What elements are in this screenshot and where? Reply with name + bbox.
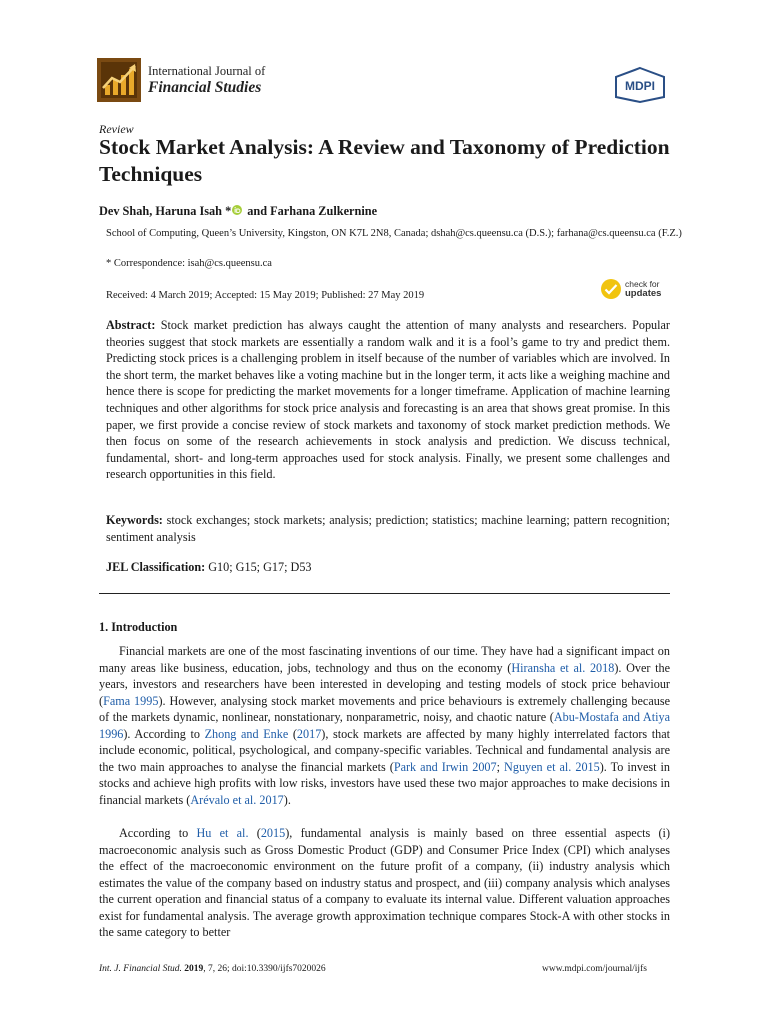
journal-logo — [97, 58, 141, 102]
article-title: Stock Market Analysis: A Review and Taxonomy of Prediction Techniques — [99, 135, 670, 186]
citation-link[interactable]: Abu-Mostafa and Atiya 1996 — [99, 710, 670, 741]
citation-link[interactable]: Fama 1995 — [103, 693, 159, 708]
p1-text-1: Financial markets are one of the most fascinating inventions of our time. They have had a significant impact on many areas like business, education, jobs, technology and thus on the economy ( — [99, 644, 670, 675]
journal-name — [148, 64, 265, 98]
citation-link[interactable]: Arévalo et al. 2017 — [190, 792, 284, 807]
authors-part2: and Farhana Zulkernine — [247, 204, 378, 218]
p1-text-5: ( — [288, 726, 297, 741]
p2-text-1: According to — [119, 826, 197, 840]
footer-journal: Int. J. Financial Stud. — [99, 964, 182, 974]
citation-link[interactable]: 2015 — [260, 826, 286, 840]
mdpi-logo-text: MDPI — [625, 79, 655, 93]
section-heading: 1. Introduction — [99, 620, 178, 634]
abstract-text: Stock market prediction has always caught the attention of many analysts and researchers. Popular theories suggest that stock markets are essentially a random walk and it is a fool’s game to try and predict them. Predicting stock prices is a challenging problem in itself because of the number of variables which are involved. In the short term, the market behaves like a voting machine but in the longer term, it acts like a weighing machine and hence there is scope for predicting the market movements for a longer timeframe. Application of machine learning techniques and other algorithms for stock price analysis and forecasting is an area that shows great promise. In this paper, we first provide a concise review of stock markets and taxonomy of stock market prediction methods. We then focus on some of the research achievements in stock analysis and prediction. We discuss technical, fundamental, short- and long-term approaches used for stock analysis. Finally, we present some challenges and research opportunities in this field. — [106, 318, 670, 482]
publication-dates: Received: 4 March 2019; Accepted: 15 May 2019; Published: 27 May 2019 — [106, 290, 425, 301]
p1-text-8: ). To invest in stocks and achieve high profits with low risks, investors have used these two major approaches to make decisions in financial markets ( — [99, 759, 670, 807]
footer-citation — [99, 964, 326, 974]
jel-classification — [106, 559, 670, 576]
p1-text-9: ). — [283, 792, 291, 807]
citation-link[interactable]: 2017 — [296, 726, 322, 741]
section-divider — [99, 593, 670, 594]
citation-link[interactable]: Park and Irwin 2007 — [393, 759, 497, 774]
keywords-text: stock exchanges; stock markets; analysis; prediction; statistics; machine learning; pattern recognition; sentiment analysis — [106, 513, 670, 544]
citation-link[interactable]: Hiransha et al. 2018 — [511, 660, 615, 675]
authors-part1: Dev Shah, Haruna Isah * — [99, 204, 232, 218]
p2-text-2: ( — [248, 826, 261, 840]
citation-link[interactable]: Hu et al. — [196, 826, 249, 840]
journal-name-line2: Financial Studies — [148, 79, 262, 96]
jel-label: JEL Classification: — [106, 560, 206, 574]
p1-text-2: ). Over the years, investors and researchers have been interested in developing and testing models of stock price behaviour ( — [99, 660, 671, 708]
check-updates-line2: updates — [625, 288, 662, 299]
p1-text-6: ), stock markets are affected by many highly interrelated factors that include economic, political, psychological, and company-specific variables. Technical and fundamental analysis are the two main approaches to analyse the financial markets ( — [99, 726, 671, 774]
p1-text-3: ). However, analysing stock market movements and price behaviours is extremely challenging because of the markets dynamic, nonlinear, nonstationary, nonparametric, noisy, and chaotic nature ( — [99, 693, 670, 725]
citation-link[interactable]: Zhong and Enke — [204, 726, 289, 741]
p1-text-7: ; — [496, 759, 505, 774]
citation-link[interactable]: Nguyen et al. 2015 — [504, 759, 600, 774]
intro-paragraph-2 — [99, 825, 670, 941]
check-for-updates-badge[interactable] — [600, 278, 661, 300]
correspondence: * Correspondence: isah@cs.queensu.ca — [106, 258, 272, 269]
affiliation: School of Computing, Queen’s University, Kingston, ON K7L 2N8, Canada; dshah@cs.queensu.ca (D.S.); farhana@cs.queensu.ca (F.Z.) — [106, 228, 682, 239]
jel-text: G10; G15; G17; D53 — [208, 560, 312, 574]
keywords — [106, 512, 670, 545]
footer-citation-rest: , 7, 26; doi:10.3390/ijfs7020026 — [203, 964, 326, 974]
mdpi-logo — [611, 66, 669, 104]
journal-name-line1: International Journal of — [148, 64, 266, 78]
check-updates-line1: check for — [625, 278, 660, 289]
p1-text-4: ). According to — [123, 726, 205, 741]
check-updates-icon — [600, 278, 622, 300]
abstract-label: Abstract: — [106, 318, 156, 332]
keywords-label: Keywords: — [106, 513, 163, 527]
article-type: Review — [99, 122, 134, 136]
footer-year: 2019 — [184, 964, 204, 974]
orcid-icon[interactable] — [232, 205, 242, 215]
author-list — [99, 204, 377, 219]
footer-journal-url[interactable]: www.mdpi.com/journal/ijfs — [542, 964, 647, 974]
abstract — [106, 317, 670, 483]
p2-text-3: ), fundamental analysis is mainly based on three essential aspects (i) macroeconomic analysis such as Gross Domestic Product (GDP) and Consumer Price Index (CPI) which analyses the effect of the macroeconomic environment on the future profit of a company, (ii) industry analysis which estimates the value of the company based on industry status and prospect, and (iii) company analysis which analyses the current operation and financial status of a company to evaluate its internal value. Different valuation approaches exist for fundamental analysis. The average growth approximation technique compares Stock-A with other stocks in the same category to better — [99, 826, 671, 940]
intro-paragraph-1 — [99, 643, 670, 808]
